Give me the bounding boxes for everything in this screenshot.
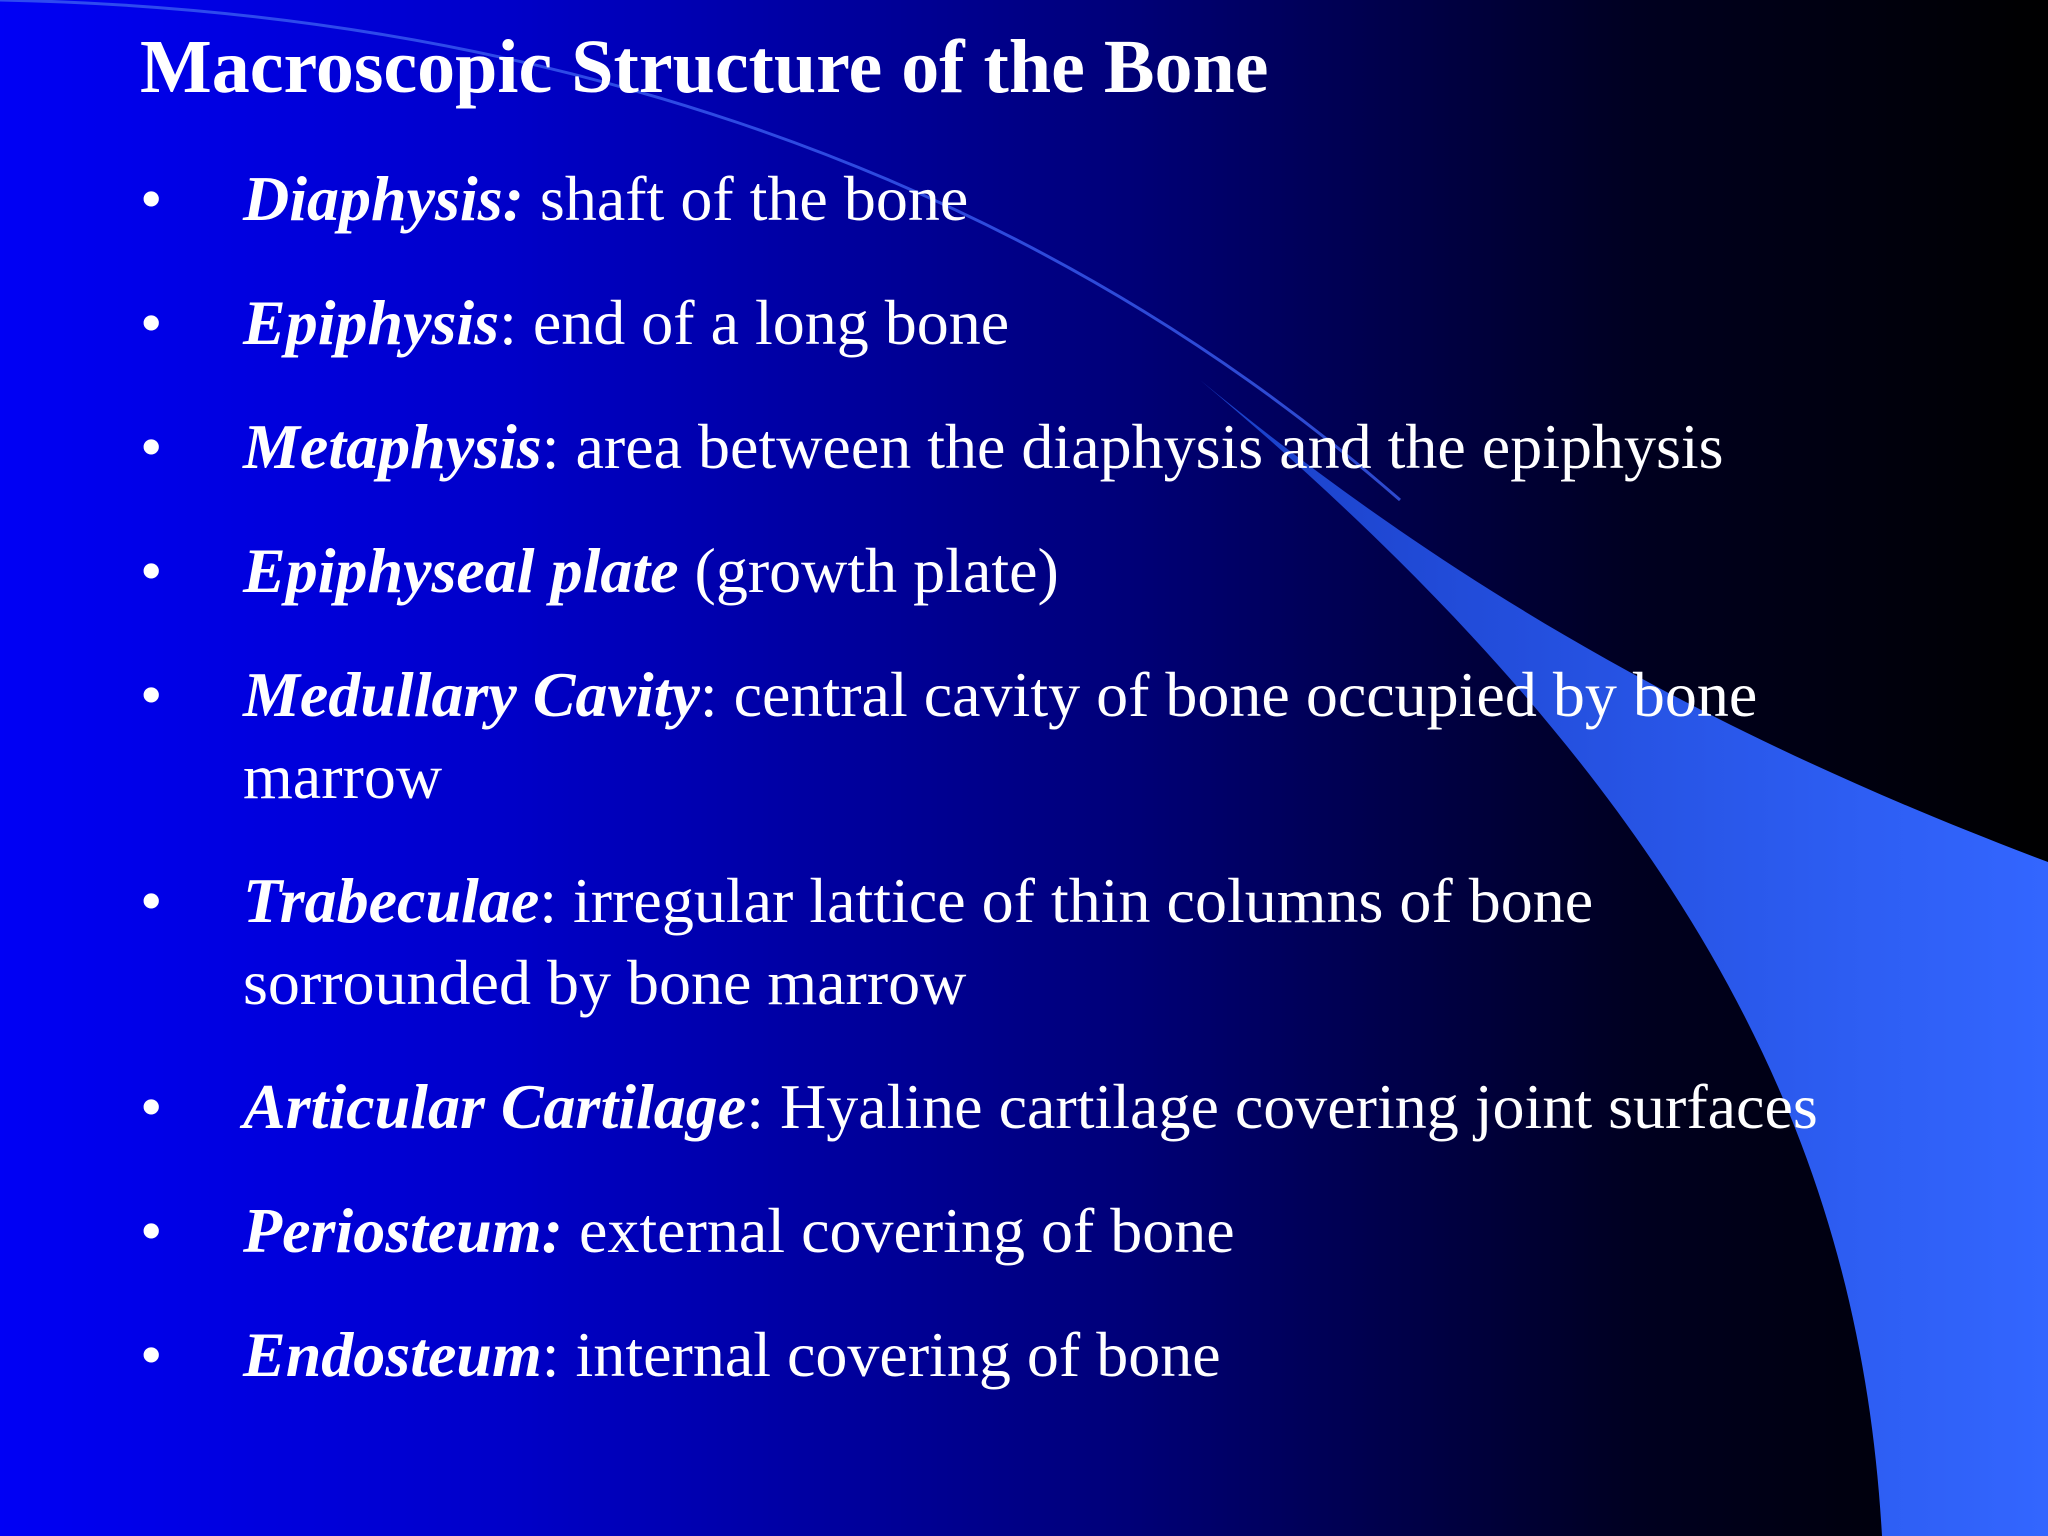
term: Metaphysis <box>243 411 542 482</box>
bullet: • <box>140 659 163 730</box>
definition: : central cavity of bone occupied by bone <box>699 659 1758 730</box>
definition: : Hyaline cartilage covering joint surfaces <box>746 1071 1818 1142</box>
definition: : irregular lattice of thin columns of bone <box>539 865 1594 936</box>
definition: (growth plate) <box>678 535 1059 606</box>
definition: : internal covering of bone <box>541 1319 1221 1390</box>
bullet: • <box>140 865 163 936</box>
bullet: • <box>140 411 163 482</box>
term: Medullary Cavity <box>243 659 700 730</box>
definition: shaft of the bone <box>523 163 969 234</box>
definition: : end of a long bone <box>499 287 1010 358</box>
bullet: • <box>140 163 163 234</box>
term: Epiphyseal plate <box>243 535 679 606</box>
term: Periosteum: <box>243 1195 563 1266</box>
definition-continued: sorrounded by bone marrow <box>243 947 967 1018</box>
definition: external covering of bone <box>562 1195 1235 1266</box>
term: Articular Cartilage <box>243 1071 747 1142</box>
slide-title: Macroscopic Structure of the Bone <box>140 25 1269 109</box>
bullet: • <box>140 1319 163 1390</box>
definition: : area between the diaphysis and the epiphysis <box>541 411 1724 482</box>
term: Trabeculae <box>243 865 540 936</box>
bullet: • <box>140 1071 163 1142</box>
definition-continued: marrow <box>243 741 443 812</box>
term: Epiphysis <box>243 287 500 358</box>
bullet: • <box>140 535 163 606</box>
bullet: • <box>140 1195 163 1266</box>
term: Diaphysis: <box>243 163 524 234</box>
bullet: • <box>140 287 163 358</box>
term: Endosteum <box>243 1319 542 1390</box>
